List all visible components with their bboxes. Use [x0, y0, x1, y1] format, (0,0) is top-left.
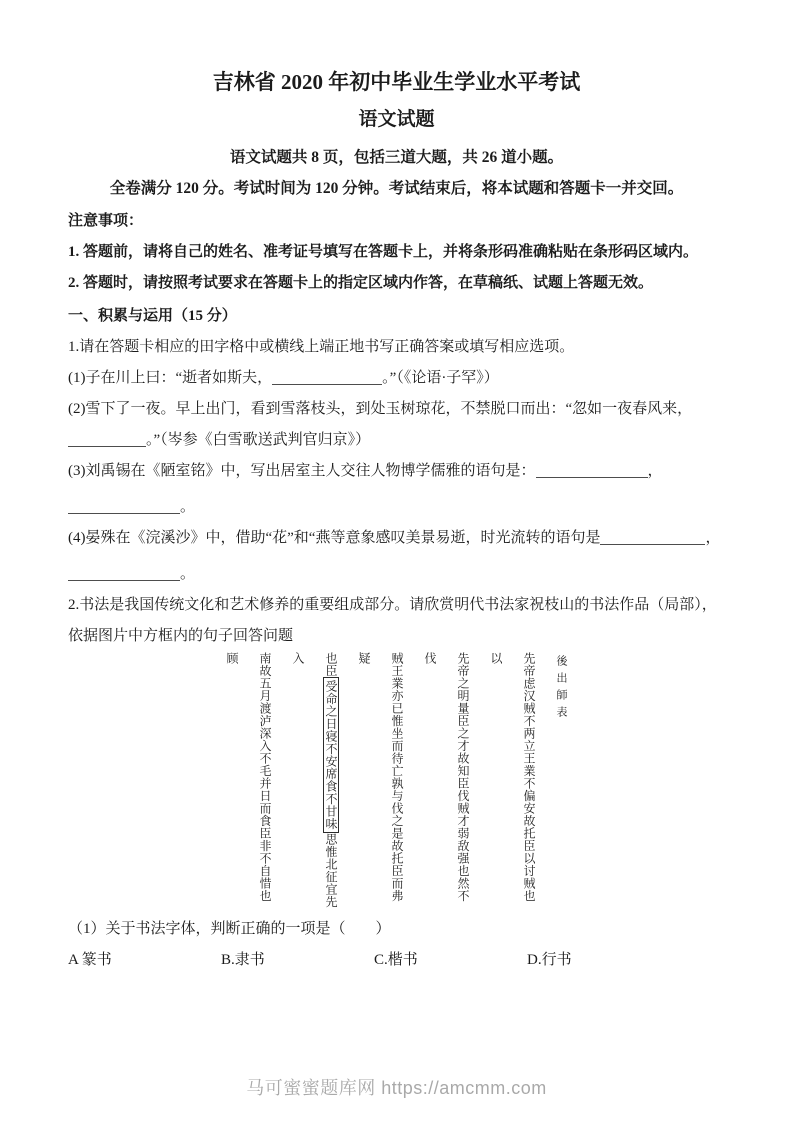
q1-item-2-line-1: (2)雪下了一夜。早上出门，看到雪落枝头，到处玉树琼花，不禁脱口而出：“忽如一夜春风来， — [68, 401, 693, 417]
answer-blank — [68, 564, 180, 581]
doc-title: 吉林省 2020 年初中毕业生学业水平考试 — [212, 70, 581, 94]
answer-blank — [600, 528, 705, 545]
calligraphy-title-column: 後出師表 — [555, 655, 568, 723]
question-2-stem: 2.书法是我国传统文化和艺术修养的重要组成部分。请欣赏明代书法家祝枝山的书法作品（局部），依据图片中方框内的句子回答问题 — [68, 597, 717, 644]
section-1-heading: 一、积累与运用（15 分） — [68, 308, 237, 324]
q1-item-4-period: 。 — [180, 566, 196, 582]
question-1-stem: 1.请在答题卡相应的田字格中或横线上端正地书写正确答案或填写相应选项。 — [68, 339, 575, 355]
answer-blank — [536, 461, 648, 478]
option-a: A 篆书 — [68, 952, 112, 968]
calligraphy-columns — [215, 652, 578, 914]
calligraphy-column-1: 先帝虑汉贼不两立王業不偏安故托臣以讨贼也以 — [489, 652, 536, 902]
calligraphy-column-2: 先帝之明量臣之才故知臣伐贼才弱敌强也然不伐 — [423, 652, 470, 902]
notice-item-1: 1. 答题前，请将自己的姓名、准考证号填写在答题卡上，并将条形码准确粘贴在条形码区域内。 — [68, 244, 699, 260]
boxed-phrase: 受命之日寝不安席食不甘味 — [323, 677, 339, 833]
doc-subtitle: 语文试题 — [358, 109, 435, 130]
calligraphy-column-4 — [281, 652, 347, 914]
q1-item-1 — [68, 363, 725, 394]
q1-item-3-line-2 — [68, 492, 725, 523]
calligraphy-column-5: 南故五月渡泸深入不毛并日而食臣非不自惜也顾 — [225, 652, 272, 902]
calligraphy-col4-post: 思惟北征宜先入 — [291, 652, 338, 908]
q1-item-3-text: (3)刘禹锡在《陋室铭》中，写出居室主人交往人物博学儒雅的语句是： — [68, 463, 536, 479]
watermark-footer: 马可蜜蜜题库网 https://amcmm.com — [246, 1078, 547, 1098]
q1-item-2-tail: 。”（岑参《白雪歌送武判官归京》） — [146, 432, 371, 448]
answer-blank — [68, 430, 146, 447]
notice-heading: 注意事项： — [68, 213, 144, 229]
q1-item-1-tail: 。”（《论语·子罕》） — [382, 370, 499, 386]
question-2-sub-1: （1）关于书法字体，判断正确的一项是（ ） — [68, 921, 391, 937]
info-line-2: 全卷满分 120 分。考试时间为 120 分钟。考试结束后，将本试题和答题卡一并交回。 — [109, 180, 684, 197]
q1-item-1-text: (1)子在川上曰：“逝者如斯夫， — [68, 370, 273, 386]
option-d: D.行书 — [527, 952, 572, 968]
answer-blank — [68, 497, 180, 514]
q1-item-4-comma: ， — [705, 530, 721, 546]
q1-item-4-line-2 — [68, 559, 725, 590]
answer-blank — [272, 368, 382, 385]
q1-item-3-line-1 — [68, 456, 725, 487]
q1-item-3-period: 。 — [180, 499, 196, 515]
q1-item-2-line-2 — [68, 425, 725, 456]
q1-item-4-text: (4)晏殊在《浣溪沙》中，借助“花”和“燕等意象感叹美景易逝，时光流转的语句是 — [68, 530, 601, 546]
calligraphy-column-3: 贼王業亦已惟坐而待亡孰与伐之是故托臣而弗疑 — [357, 652, 404, 902]
info-line-1: 语文试题共 8 页，包括三道大题，共 26 道小题。 — [229, 149, 564, 166]
q2-options-row — [68, 945, 725, 976]
calligraphy-image — [68, 652, 725, 914]
q1-item-4-line-1 — [68, 523, 725, 554]
option-c: C.楷书 — [374, 952, 418, 968]
calligraphy-col4-pre: 也臣 — [324, 652, 338, 677]
option-b: B.隶书 — [221, 952, 265, 968]
notice-item-2: 2. 答题时，请按照考试要求在答题卡上的指定区域内作答，在草稿纸、试题上答题无效。 — [68, 275, 654, 291]
q1-item-3-comma: ， — [647, 463, 663, 479]
